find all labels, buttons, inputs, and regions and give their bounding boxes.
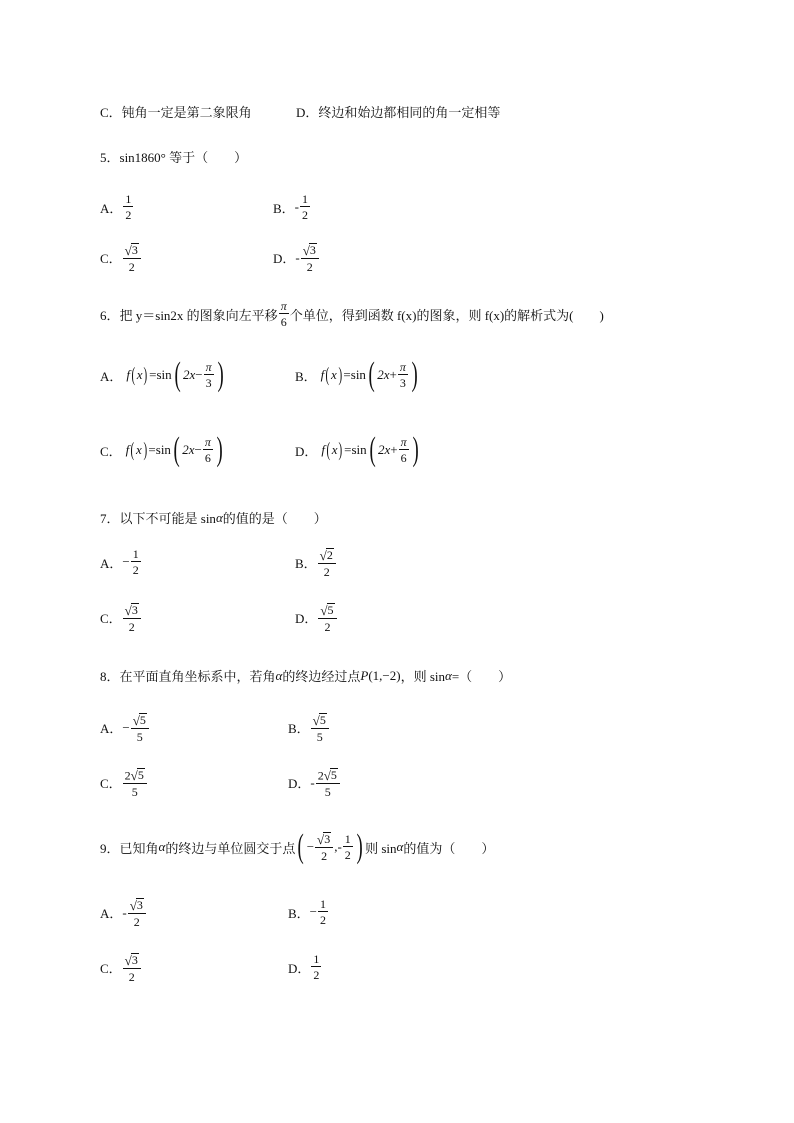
q9-option-d	[288, 953, 322, 981]
option-d-text: 终边和始边都相同的角一定相等	[318, 105, 501, 120]
fraction	[318, 898, 328, 926]
numerator: π	[399, 360, 406, 374]
question-number: 5．	[100, 150, 120, 165]
question-text: 在平面直角坐标系中，若角	[119, 669, 276, 684]
sign: -	[310, 774, 315, 790]
denominator: 5	[131, 784, 138, 799]
sqrt: √ 5	[312, 712, 326, 728]
option-label: A．	[100, 906, 123, 922]
point-label: P	[360, 667, 369, 683]
argument: 2x	[182, 367, 196, 382]
fraction	[123, 193, 133, 221]
sqrt: √ 3	[129, 897, 143, 913]
radicand: 3	[131, 603, 138, 617]
radicand: 3	[131, 953, 138, 967]
radicand: 5	[137, 768, 144, 782]
fraction	[279, 300, 289, 328]
variable: x	[136, 367, 143, 382]
denominator: 6	[400, 451, 407, 465]
denominator: 2	[320, 913, 327, 927]
radicand: 2	[326, 548, 333, 562]
option-label: B．	[295, 556, 317, 572]
option-label: C．	[100, 251, 122, 267]
sign: −	[122, 554, 130, 569]
option-c-label: C．	[100, 105, 122, 120]
denominator: 2	[313, 968, 320, 982]
fraction	[123, 603, 141, 633]
radicand: 5	[327, 603, 334, 617]
sign: −	[309, 904, 318, 919]
option-label: D．	[295, 443, 318, 459]
question-text: 以下不可能是 sin	[119, 511, 216, 526]
fraction	[311, 713, 329, 743]
numerator: 1	[344, 832, 351, 846]
denominator: 5	[324, 784, 331, 799]
option-label: A．	[100, 200, 123, 216]
alpha-symbol: α	[158, 839, 166, 854]
question-6-stem	[100, 300, 604, 328]
sqrt: √ 3	[124, 602, 138, 618]
fraction	[301, 243, 319, 273]
radicand: 5	[139, 713, 146, 727]
question-7-stem	[100, 508, 327, 527]
sqrt: √ 5	[132, 712, 146, 728]
variable: x	[135, 442, 142, 457]
denominator: 2	[323, 564, 330, 579]
radicand: 3	[309, 243, 316, 257]
fraction	[131, 713, 149, 743]
sin-text: sin	[351, 442, 367, 457]
q9-option-a	[100, 898, 147, 928]
function-name: f	[126, 367, 131, 382]
fraction	[311, 953, 321, 981]
option-d-label: D．	[296, 105, 319, 120]
fraction	[343, 833, 353, 861]
q6-option-d: D． f ( x ) = sin ( 2x + $\frac{\pi}{6}$ )	[295, 431, 419, 468]
variable: x	[331, 442, 338, 457]
denominator: 2	[133, 914, 140, 929]
sqrt: √ 2	[319, 547, 333, 563]
question-text: 已知角	[119, 840, 159, 856]
denominator: 2	[324, 619, 331, 634]
option-c-text: 钝角一定是第二象限角	[121, 105, 252, 120]
numerator: 1	[125, 192, 132, 206]
denominator: 2	[128, 619, 135, 634]
q8-option-b	[288, 713, 330, 743]
operator: +	[389, 367, 397, 382]
numerator: 1	[302, 192, 309, 206]
question-text: 把 y＝sin2x 的图象向左平移	[119, 307, 278, 323]
separator: ,-	[334, 839, 342, 854]
radicand: 5	[319, 713, 326, 727]
q8-option-d	[288, 768, 341, 798]
function-name: f	[125, 442, 130, 457]
sign: -	[122, 904, 127, 920]
question-text-tail: 则 sin	[365, 840, 397, 856]
q7-option-a	[100, 548, 142, 576]
fraction	[300, 193, 310, 221]
option-label: A．	[100, 368, 123, 384]
sign: −	[122, 719, 130, 735]
variable: x	[330, 367, 337, 382]
denominator: 3	[399, 376, 406, 390]
fraction	[128, 898, 146, 928]
sign: −	[306, 839, 315, 854]
question-text-continued: 的终边与单位圆交于点	[165, 840, 296, 856]
question-text-end: =（ ）	[451, 669, 512, 684]
argument: 2x	[377, 367, 390, 382]
option-label: C．	[100, 776, 122, 792]
sqrt: √ 5	[130, 767, 144, 783]
denominator: 2	[125, 208, 132, 222]
denominator: 5	[136, 729, 143, 744]
sign: -	[294, 199, 300, 214]
function-name: f	[320, 367, 325, 382]
option-label: A．	[100, 721, 123, 737]
q7-option-c	[100, 603, 142, 633]
question-8-stem	[100, 666, 511, 685]
q9-option-b	[288, 898, 329, 926]
q5-option-c	[100, 243, 142, 273]
alpha-symbol: α	[215, 509, 223, 525]
option-label: D．	[273, 251, 296, 267]
question-text-tail: ，则 sin	[400, 669, 445, 684]
option-label: B．	[273, 200, 295, 216]
fraction	[123, 243, 141, 273]
sqrt: √ 3	[124, 242, 138, 258]
q5-option-a	[100, 193, 134, 221]
operator: −	[194, 442, 202, 457]
fraction	[203, 436, 213, 464]
denominator: 2	[128, 969, 135, 984]
option-line-d	[296, 102, 500, 121]
sign: -	[295, 249, 300, 265]
sqrt: √ 5	[320, 602, 334, 618]
denominator: 5	[316, 729, 323, 744]
question-number: 6．	[100, 307, 120, 323]
coefficient: 2	[317, 768, 324, 783]
q6-option-c: C． f ( x ) = sin ( 2x − $\frac{\pi}{6}$ )	[100, 431, 223, 468]
operator: +	[390, 442, 398, 457]
alpha-symbol: α	[275, 667, 283, 683]
option-label: B．	[295, 368, 317, 384]
fraction	[204, 361, 214, 389]
argument: 2x	[377, 442, 391, 457]
numerator: π	[280, 299, 287, 313]
q9-option-c	[100, 953, 142, 983]
fraction	[316, 768, 340, 798]
question-9-stem: 9． 已知角 α 的终边与单位圆交于点 ( − √ 3 2 ,- $\frac{1}{2}$ ) 则 sin α 的值为（ ）	[100, 828, 495, 865]
denominator: 2	[128, 259, 135, 274]
sin-text: sin	[155, 442, 171, 457]
q6-option-a: A． f ( x ) = sin ( 2x − $\frac{\pi}{3}$ )	[100, 356, 224, 393]
denominator: 2	[302, 208, 309, 222]
option-label: A．	[100, 555, 123, 571]
question-5-stem	[100, 147, 247, 166]
q5-option-b	[273, 193, 311, 221]
fraction	[315, 832, 333, 862]
option-label: C．	[100, 443, 122, 459]
q8-option-a	[100, 713, 150, 743]
question-text-continued: 的终边经过点	[282, 669, 361, 684]
option-label: D．	[295, 611, 318, 627]
question-number: 8．	[100, 669, 120, 684]
question-number: 9．	[100, 840, 120, 856]
point-coords: (1,−2)	[368, 667, 401, 683]
coefficient: 2	[124, 768, 131, 783]
option-label: D．	[288, 960, 311, 976]
numerator: π	[205, 360, 212, 374]
fraction	[399, 436, 409, 464]
sqrt: √ 5	[323, 767, 337, 783]
q7-option-b	[295, 548, 337, 578]
sqrt: √ 3	[302, 242, 316, 258]
q6-option-b: B． f ( x ) = sin ( 2x + $\frac{\pi}{3}$ )	[295, 356, 418, 393]
argument: 2x	[182, 442, 195, 457]
denominator: 6	[204, 451, 211, 465]
radicand: 3	[131, 243, 138, 257]
denominator: 2	[344, 848, 351, 862]
denominator: 2	[321, 848, 328, 863]
radicand: 3	[324, 832, 331, 847]
q7-option-d	[295, 603, 338, 633]
fraction	[123, 768, 147, 798]
numerator: π	[204, 435, 211, 449]
sqrt: √ 3	[124, 952, 138, 968]
fraction	[318, 548, 336, 578]
q5-option-d	[273, 243, 320, 273]
denominator: 2	[306, 259, 313, 274]
radicand: 5	[330, 768, 337, 782]
question-text: sin1860° 等于（ ）	[119, 150, 248, 165]
option-label: D．	[288, 776, 311, 792]
question-text-continued: 个单位，得到函数 f(x)的图象，则 f(x)的解析式为( )	[289, 307, 604, 323]
denominator: 6	[280, 315, 287, 329]
option-label: B．	[288, 721, 310, 737]
fraction	[398, 361, 408, 389]
alpha-symbol: α	[396, 839, 404, 854]
numerator: 1	[132, 547, 139, 561]
function-name: f	[321, 442, 326, 457]
question-text-end: 的值为（ ）	[403, 840, 495, 856]
sin-text: sin	[156, 367, 172, 382]
sin-text: sin	[350, 367, 366, 382]
option-label: C．	[100, 611, 122, 627]
option-label: B．	[288, 905, 310, 921]
fraction	[318, 603, 336, 633]
option-line-c-d	[100, 102, 252, 121]
operator: −	[195, 367, 203, 382]
numerator: 1	[320, 897, 327, 911]
fraction	[131, 548, 141, 576]
question-text-continued: 的值的是（ ）	[222, 511, 327, 526]
numerator: π	[400, 435, 407, 449]
sqrt: √ 3	[317, 831, 331, 847]
numerator: 1	[313, 952, 320, 966]
alpha-symbol: α	[445, 667, 452, 683]
option-label: C．	[100, 961, 122, 977]
question-number: 7．	[100, 511, 120, 526]
radicand: 3	[136, 898, 143, 912]
denominator: 2	[132, 563, 139, 577]
denominator: 3	[205, 376, 212, 390]
fraction	[123, 953, 141, 983]
q8-option-c	[100, 768, 148, 798]
